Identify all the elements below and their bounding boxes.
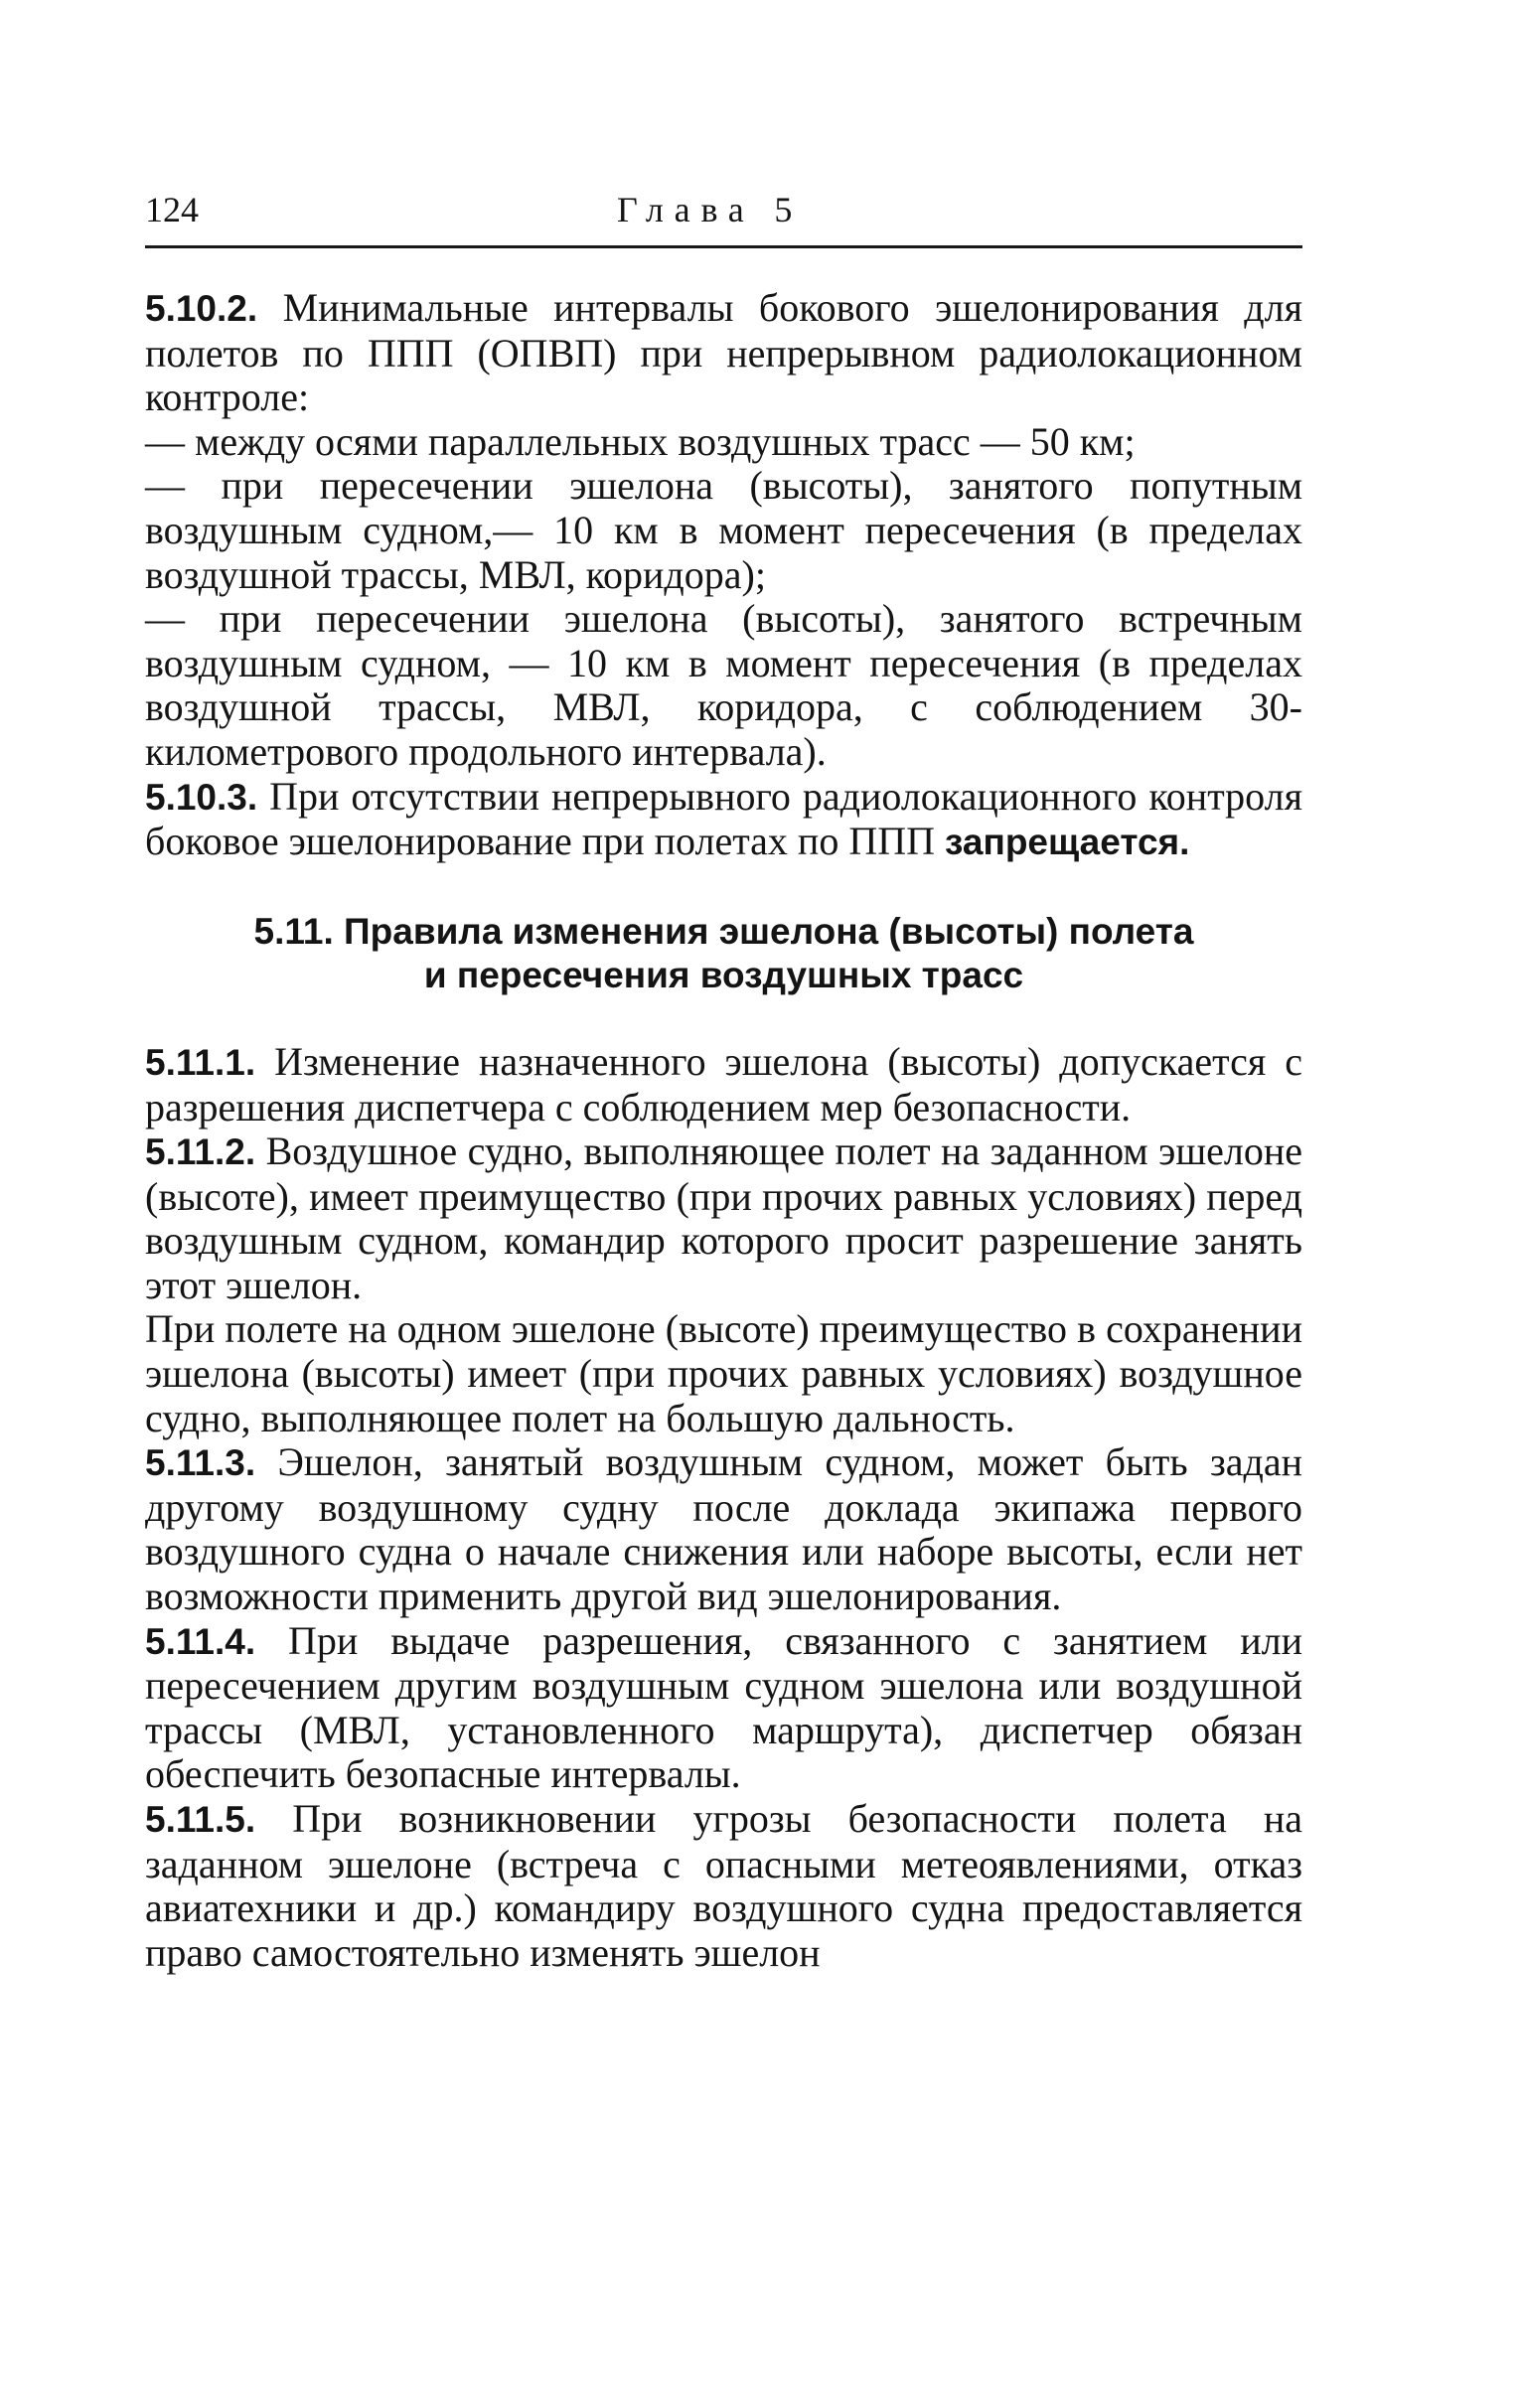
paragraph-text: При возникновении угрозы безопасности полета на заданном эшелоне (встреча с опасными метеоявлениями, отказ авиатехники и др.) командиру воздушного судна предоставляется право самостоятельно изменять эшелон	[145, 1796, 1302, 1975]
clause-number: 5.11.3.	[145, 1442, 256, 1484]
section-number: 5.11.	[253, 910, 334, 952]
paragraph-5-11-5	[145, 1797, 1302, 1975]
paragraph-5-11-3	[145, 1440, 1302, 1618]
paragraph-5-10-3	[145, 775, 1302, 865]
clause-number: 5.11.1.	[145, 1041, 256, 1083]
paragraph-text: Воздушное судно, выполняющее полет на заданном эшелоне (высоте), имеет преимущество (при прочих равных условиях) перед воздушным судном, командир которого просит разрешение занять этот эшелон.	[145, 1129, 1302, 1307]
clause-number: 5.11.4.	[145, 1620, 256, 1662]
paragraph-text: Минимальные интервалы бокового эшелонирования для полетов по ППП (ОПВП) при непрерывном радиолокационном контроле:	[145, 285, 1302, 420]
page-header	[145, 179, 1302, 238]
book-page	[145, 179, 1303, 1975]
paragraph-5-11-4	[145, 1619, 1302, 1797]
paragraph-5-10-2	[145, 286, 1302, 420]
section-heading-line-2: и пересечения воздушных трасс	[423, 955, 1024, 996]
list-item: — между осями параллельных воздушных трасс — 50 км;	[145, 418, 1136, 464]
clause-number: 5.11.5.	[145, 1799, 256, 1840]
paragraph-5-11-2	[145, 1129, 1302, 1307]
paragraph-5-11-2-continued: При полете на одном эшелоне (высоте) преимущество в сохранении эшелона (высоты) имеет (при прочих равных условиях) воздушное судно, выполняющее полет на большую дальность.	[145, 1306, 1302, 1440]
clause-number: 5.10.2.	[145, 288, 258, 329]
clause-number: 5.10.3.	[145, 776, 258, 818]
paragraph-text: Эшелон, занятый воздушным судном, может быть задан другому воздушному судну после доклада экипажа первого воздушного судна о начале снижения или наборе высоты, если нет возможности применить другой вид эшелонирования.	[145, 1439, 1303, 1619]
paragraph-text: При выдаче разрешения, связанного с занятием или пересечением другим воздушным судном эшелона или воздушной трассы (МВЛ, установленного маршрута), диспетчер обязан обеспечить безопасные интервалы.	[145, 1617, 1303, 1797]
section-heading	[145, 910, 1302, 998]
list-item: — при пересечении эшелона (высоты), занятого попутным воздушным судном,— 10 км в момент пересечения (в пределах воздушной трассы, МВЛ, коридора);	[145, 463, 1302, 597]
section-title-text: Правила изменения эшелона (высоты) полета	[344, 910, 1194, 952]
paragraph-5-11-1	[145, 1040, 1302, 1129]
section-heading-line-1	[145, 910, 1302, 955]
page-number: 124	[145, 190, 199, 229]
paragraph-text: Изменение назначенного эшелона (высоты) допускается с разрешения диспетчера с соблюдением мер безопасности.	[145, 1038, 1302, 1129]
paragraph-text: При отсутствии непрерывного радиолокационного контроля боковое эшелонирование при полетах по ППП	[145, 773, 1302, 864]
list-item: — при пересечении эшелона (высоты), занятого встречным воздушным судном, — 10 км в момент пересечения (в пределах воздушной трассы, МВЛ, коридора, с соблюдением 30-километрового продольного интервала).	[145, 596, 1302, 774]
clause-number: 5.11.2.	[145, 1131, 256, 1173]
running-head: Глава 5	[617, 190, 804, 229]
emphasis-text: запрещается.	[944, 822, 1190, 863]
page-body	[145, 286, 1302, 1975]
header-rule	[145, 245, 1302, 248]
